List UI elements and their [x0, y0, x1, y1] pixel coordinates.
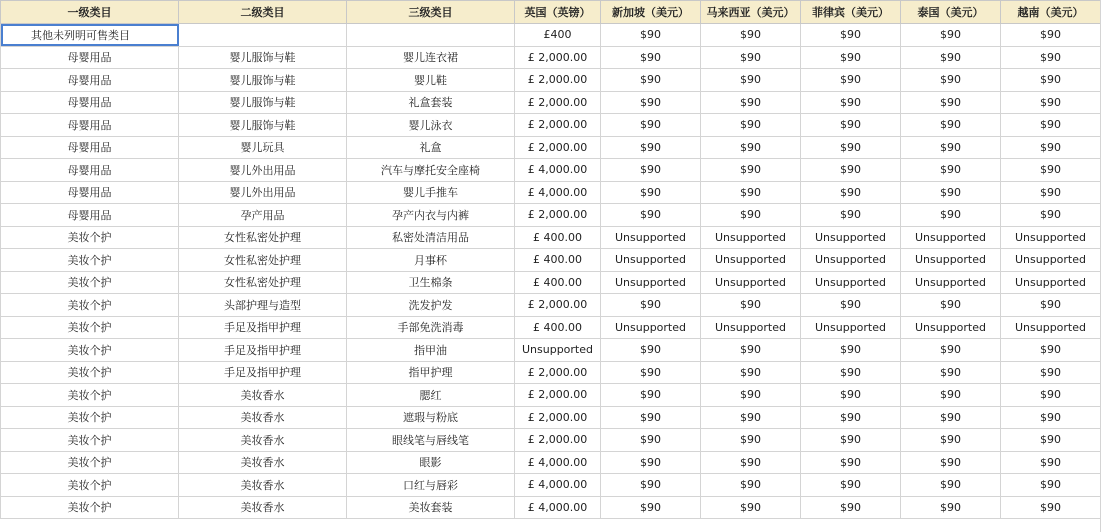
table-cell[interactable]: 美妆香水 — [179, 406, 347, 429]
table-cell[interactable]: $90 — [601, 46, 701, 69]
table-cell[interactable]: 美妆个护 — [1, 316, 179, 339]
table-cell[interactable]: 美妆香水 — [179, 474, 347, 497]
table-cell[interactable]: 婴儿服饰与鞋 — [179, 91, 347, 114]
table-cell[interactable]: 手部免洗消毒 — [347, 316, 515, 339]
header-row — [1, 1, 1101, 24]
table-cell[interactable]: Unsupported — [801, 226, 901, 249]
table-cell[interactable]: 婴儿连衣裙 — [347, 46, 515, 69]
table-cell[interactable]: $90 — [701, 69, 801, 92]
table-cell[interactable]: $90 — [701, 361, 801, 384]
column-header[interactable]: 越南（美元） — [1001, 1, 1101, 24]
table-cell[interactable]: $90 — [901, 361, 1001, 384]
table-row — [1, 294, 1101, 317]
table-cell[interactable]: $90 — [901, 294, 1001, 317]
table-row — [1, 159, 1101, 182]
table-cell[interactable]: $90 — [801, 46, 901, 69]
table-cell[interactable]: 月事杯 — [347, 249, 515, 272]
sheet-edge — [1100, 0, 1108, 532]
table-cell[interactable]: $90 — [701, 159, 801, 182]
table-cell[interactable]: $90 — [801, 451, 901, 474]
table-cell[interactable]: $90 — [1001, 136, 1101, 159]
table-row — [1, 316, 1101, 339]
column-header[interactable]: 二级类目 — [179, 1, 347, 24]
table-cell[interactable]: $90 — [801, 91, 901, 114]
table-cell[interactable]: 孕产内衣与内裤 — [347, 204, 515, 227]
table-cell[interactable]: Unsupported — [701, 249, 801, 272]
table-cell[interactable]: Unsupported — [1001, 249, 1101, 272]
table-cell[interactable]: $90 — [1001, 114, 1101, 137]
table-cell[interactable]: $90 — [801, 159, 901, 182]
table-cell[interactable]: 礼盒套装 — [347, 91, 515, 114]
table-cell[interactable]: $90 — [1001, 204, 1101, 227]
table-cell[interactable]: $90 — [1001, 361, 1101, 384]
table-cell[interactable]: $90 — [1001, 474, 1101, 497]
table-cell[interactable]: 汽车与摩托安全座椅 — [347, 159, 515, 182]
table-cell[interactable]: $90 — [801, 181, 901, 204]
table-cell[interactable]: $90 — [701, 429, 801, 452]
table-cell[interactable]: £ 2,000.00 — [515, 204, 601, 227]
table-cell[interactable]: 美妆个护 — [1, 406, 179, 429]
table-cell[interactable]: 母婴用品 — [1, 181, 179, 204]
table-cell[interactable]: $90 — [601, 114, 701, 137]
table-cell[interactable]: Unsupported — [515, 339, 601, 362]
table-row — [1, 91, 1101, 114]
table-cell[interactable]: £ 2,000.00 — [515, 114, 601, 137]
table-cell[interactable]: £ 400.00 — [515, 249, 601, 272]
table-cell[interactable]: £ 4,000.00 — [515, 159, 601, 182]
table-cell[interactable]: $90 — [901, 384, 1001, 407]
table-cell[interactable]: £ 4,000.00 — [515, 496, 601, 519]
table-cell[interactable]: 女性私密处护理 — [179, 226, 347, 249]
table-cell[interactable]: $90 — [601, 91, 701, 114]
table-cell[interactable]: Unsupported — [901, 316, 1001, 339]
table-cell[interactable]: Unsupported — [601, 316, 701, 339]
table-row — [1, 384, 1101, 407]
table-row — [1, 204, 1101, 227]
table-cell[interactable]: $90 — [701, 294, 801, 317]
column-header[interactable]: 三级类目 — [347, 1, 515, 24]
table-cell[interactable]: 美妆个护 — [1, 271, 179, 294]
table-cell[interactable]: 头部护理与造型 — [179, 294, 347, 317]
table-row — [1, 226, 1101, 249]
table-cell[interactable]: £ 400.00 — [515, 316, 601, 339]
table-cell[interactable]: $90 — [901, 429, 1001, 452]
table-cell[interactable]: $90 — [1001, 181, 1101, 204]
table-row — [1, 69, 1101, 92]
table-cell[interactable]: $90 — [801, 361, 901, 384]
table-cell[interactable]: $90 — [601, 69, 701, 92]
column-header[interactable]: 马来西亚（美元） — [701, 1, 801, 24]
table-cell[interactable]: 母婴用品 — [1, 204, 179, 227]
table-cell[interactable]: $90 — [701, 339, 801, 362]
table-cell[interactable]: $90 — [701, 496, 801, 519]
table-cell[interactable]: 婴儿手推车 — [347, 181, 515, 204]
table-cell[interactable]: 婴儿玩具 — [179, 136, 347, 159]
table-cell[interactable]: Unsupported — [801, 249, 901, 272]
table-cell[interactable]: $90 — [801, 294, 901, 317]
table-cell[interactable]: 婴儿鞋 — [347, 69, 515, 92]
table-row — [1, 474, 1101, 497]
table-cell[interactable]: $90 — [1001, 24, 1101, 47]
column-header[interactable]: 泰国（美元） — [901, 1, 1001, 24]
table-cell[interactable]: $90 — [701, 451, 801, 474]
table-cell[interactable]: Unsupported — [801, 316, 901, 339]
table-cell[interactable]: $90 — [601, 159, 701, 182]
table-cell[interactable]: 美妆个护 — [1, 474, 179, 497]
table-cell[interactable]: $90 — [701, 91, 801, 114]
table-cell[interactable]: Unsupported — [601, 249, 701, 272]
table-cell[interactable]: 口红与唇彩 — [347, 474, 515, 497]
table-cell[interactable]: $90 — [701, 384, 801, 407]
table-cell[interactable]: $90 — [701, 24, 801, 47]
table-cell[interactable]: $90 — [601, 384, 701, 407]
table-cell[interactable]: $90 — [601, 429, 701, 452]
table-cell[interactable]: $90 — [801, 24, 901, 47]
table-cell[interactable]: $90 — [901, 69, 1001, 92]
table-cell[interactable]: $90 — [901, 406, 1001, 429]
table-cell[interactable]: $90 — [901, 181, 1001, 204]
table-cell[interactable]: $90 — [801, 339, 901, 362]
table-cell[interactable]: $90 — [901, 204, 1001, 227]
table-cell[interactable]: $90 — [701, 114, 801, 137]
table-cell[interactable]: Unsupported — [901, 249, 1001, 272]
table-cell[interactable]: 美妆套装 — [347, 496, 515, 519]
table-cell[interactable]: 婴儿外出用品 — [179, 181, 347, 204]
table-cell[interactable]: Unsupported — [901, 271, 1001, 294]
table-cell[interactable]: Unsupported — [701, 271, 801, 294]
table-cell[interactable]: Unsupported — [1001, 316, 1101, 339]
table-cell[interactable]: 婴儿服饰与鞋 — [179, 69, 347, 92]
table-cell[interactable]: $90 — [1001, 384, 1101, 407]
table-cell[interactable]: 美妆个护 — [1, 294, 179, 317]
table-row — [1, 451, 1101, 474]
table-cell[interactable]: $90 — [801, 474, 901, 497]
table-cell[interactable]: £ 4,000.00 — [515, 451, 601, 474]
table-cell[interactable]: £ 4,000.00 — [515, 474, 601, 497]
table-cell[interactable]: $90 — [601, 181, 701, 204]
table-cell[interactable]: $90 — [1001, 91, 1101, 114]
table-cell[interactable]: Unsupported — [1001, 271, 1101, 294]
table-cell[interactable]: $90 — [601, 474, 701, 497]
table-cell[interactable]: $90 — [901, 339, 1001, 362]
table-cell[interactable]: Unsupported — [601, 271, 701, 294]
table-body — [1, 24, 1101, 519]
table-cell[interactable]: 洗发护发 — [347, 294, 515, 317]
table-cell[interactable]: £ 2,000.00 — [515, 406, 601, 429]
table-cell[interactable]: $90 — [1001, 46, 1101, 69]
table-cell[interactable]: 美妆个护 — [1, 249, 179, 272]
table-cell[interactable]: $90 — [701, 204, 801, 227]
table-row — [1, 136, 1101, 159]
table-cell[interactable]: 美妆个护 — [1, 496, 179, 519]
table-cell[interactable]: $90 — [601, 406, 701, 429]
table-cell[interactable]: 美妆个护 — [1, 361, 179, 384]
table-cell[interactable]: $90 — [601, 451, 701, 474]
table-cell[interactable]: $90 — [901, 24, 1001, 47]
table-cell[interactable]: $90 — [601, 339, 701, 362]
table-cell[interactable]: 母婴用品 — [1, 46, 179, 69]
table-cell[interactable]: 美妆香水 — [179, 496, 347, 519]
table-cell[interactable]: £ 2,000.00 — [515, 136, 601, 159]
table-cell[interactable]: Unsupported — [601, 226, 701, 249]
table-cell[interactable]: $90 — [601, 361, 701, 384]
table-cell[interactable]: £400 — [515, 24, 601, 47]
table-cell[interactable]: 其他未列明可售类目 — [1, 24, 179, 47]
table-cell[interactable]: Unsupported — [901, 226, 1001, 249]
table-cell[interactable]: 美妆个护 — [1, 226, 179, 249]
table-cell[interactable]: $90 — [701, 181, 801, 204]
table-cell[interactable]: £ 2,000.00 — [515, 91, 601, 114]
table-cell[interactable]: 孕产用品 — [179, 204, 347, 227]
table-row — [1, 46, 1101, 69]
table-cell[interactable]: 美妆个护 — [1, 429, 179, 452]
table-cell[interactable]: £ 2,000.00 — [515, 294, 601, 317]
table-row — [1, 429, 1101, 452]
table-row — [1, 114, 1101, 137]
table-cell[interactable]: $90 — [701, 46, 801, 69]
table-row — [1, 249, 1101, 272]
table-cell[interactable]: 婴儿泳衣 — [347, 114, 515, 137]
table-cell[interactable]: 美妆香水 — [179, 429, 347, 452]
table-cell[interactable]: £ 2,000.00 — [515, 384, 601, 407]
table-cell[interactable]: $90 — [1001, 69, 1101, 92]
table-cell[interactable]: 女性私密处护理 — [179, 249, 347, 272]
table-cell[interactable]: 指甲油 — [347, 339, 515, 362]
column-header[interactable]: 英国（英镑） — [515, 1, 601, 24]
table-cell[interactable]: 婴儿服饰与鞋 — [179, 46, 347, 69]
table-cell[interactable]: 美妆个护 — [1, 451, 179, 474]
table-cell[interactable]: £ 2,000.00 — [515, 46, 601, 69]
table-cell[interactable]: 私密处清洁用品 — [347, 226, 515, 249]
table-cell[interactable]: $90 — [801, 114, 901, 137]
column-header[interactable]: 新加坡（美元） — [601, 1, 701, 24]
table-cell[interactable]: $90 — [901, 451, 1001, 474]
table-cell[interactable]: $90 — [601, 496, 701, 519]
table-cell[interactable]: $90 — [801, 204, 901, 227]
table-row — [1, 406, 1101, 429]
table-cell[interactable]: 母婴用品 — [1, 159, 179, 182]
table-cell[interactable]: 眼线笔与唇线笔 — [347, 429, 515, 452]
table-row — [1, 361, 1101, 384]
table-cell[interactable]: $90 — [901, 46, 1001, 69]
table-cell[interactable]: 指甲护理 — [347, 361, 515, 384]
table-row — [1, 181, 1101, 204]
table-cell[interactable]: $90 — [1001, 159, 1101, 182]
table-cell[interactable]: 礼盒 — [347, 136, 515, 159]
table-cell[interactable]: $90 — [801, 406, 901, 429]
table-cell[interactable]: $90 — [901, 114, 1001, 137]
table-cell[interactable]: £ 400.00 — [515, 271, 601, 294]
table-row — [1, 24, 1101, 47]
table-cell[interactable]: $90 — [901, 496, 1001, 519]
table-cell[interactable]: $90 — [1001, 294, 1101, 317]
table-cell[interactable]: $90 — [701, 406, 801, 429]
table-cell[interactable]: $90 — [1001, 451, 1101, 474]
table-cell[interactable]: $90 — [901, 474, 1001, 497]
table-cell[interactable]: Unsupported — [1001, 226, 1101, 249]
table-cell[interactable]: 美妆个护 — [1, 384, 179, 407]
table-cell[interactable]: 婴儿外出用品 — [179, 159, 347, 182]
table-cell[interactable] — [179, 24, 347, 47]
table-cell[interactable]: 美妆个护 — [1, 339, 179, 362]
column-header[interactable]: 一级类目 — [1, 1, 179, 24]
table-cell[interactable]: $90 — [901, 159, 1001, 182]
table-cell[interactable]: $90 — [801, 429, 901, 452]
table-cell[interactable]: £ 400.00 — [515, 226, 601, 249]
table-cell[interactable]: £ 2,000.00 — [515, 69, 601, 92]
table-cell[interactable]: Unsupported — [701, 316, 801, 339]
table-cell[interactable]: $90 — [701, 136, 801, 159]
table-cell[interactable]: $90 — [801, 136, 901, 159]
table-cell[interactable]: $90 — [901, 136, 1001, 159]
table-cell[interactable]: 母婴用品 — [1, 114, 179, 137]
table-cell[interactable]: $90 — [601, 24, 701, 47]
table-cell[interactable] — [347, 24, 515, 47]
table-cell[interactable]: $90 — [1001, 339, 1101, 362]
table-cell[interactable]: $90 — [601, 204, 701, 227]
table-cell[interactable]: 女性私密处护理 — [179, 271, 347, 294]
table-cell[interactable]: 母婴用品 — [1, 91, 179, 114]
table-cell[interactable]: $90 — [801, 69, 901, 92]
table-cell[interactable]: $90 — [801, 496, 901, 519]
column-header[interactable]: 菲律宾（美元） — [801, 1, 901, 24]
table-cell[interactable]: 腮红 — [347, 384, 515, 407]
table-cell[interactable]: 手足及指甲护理 — [179, 316, 347, 339]
table-cell[interactable]: 遮瑕与粉底 — [347, 406, 515, 429]
table-cell[interactable]: £ 4,000.00 — [515, 181, 601, 204]
table-row — [1, 271, 1101, 294]
table-cell[interactable]: $90 — [1001, 406, 1101, 429]
table-cell[interactable]: 母婴用品 — [1, 136, 179, 159]
table-cell[interactable]: 手足及指甲护理 — [179, 361, 347, 384]
table-cell[interactable]: $90 — [1001, 429, 1101, 452]
table-row — [1, 496, 1101, 519]
table-cell[interactable]: 母婴用品 — [1, 69, 179, 92]
table-cell[interactable]: 美妆香水 — [179, 384, 347, 407]
table-cell[interactable]: 卫生棉条 — [347, 271, 515, 294]
table-cell[interactable]: 美妆香水 — [179, 451, 347, 474]
table-cell[interactable]: 手足及指甲护理 — [179, 339, 347, 362]
table-cell[interactable]: $90 — [901, 91, 1001, 114]
table-cell[interactable]: Unsupported — [701, 226, 801, 249]
table-cell[interactable]: $90 — [801, 384, 901, 407]
table-cell[interactable]: £ 2,000.00 — [515, 429, 601, 452]
table-cell[interactable]: $90 — [1001, 496, 1101, 519]
table-cell[interactable]: $90 — [601, 136, 701, 159]
table-cell[interactable]: $90 — [601, 294, 701, 317]
table-row — [1, 339, 1101, 362]
table-cell[interactable]: £ 2,000.00 — [515, 361, 601, 384]
table-cell[interactable]: 眼影 — [347, 451, 515, 474]
table-cell[interactable]: $90 — [701, 474, 801, 497]
table-cell[interactable]: Unsupported — [801, 271, 901, 294]
table-cell[interactable]: 婴儿服饰与鞋 — [179, 114, 347, 137]
